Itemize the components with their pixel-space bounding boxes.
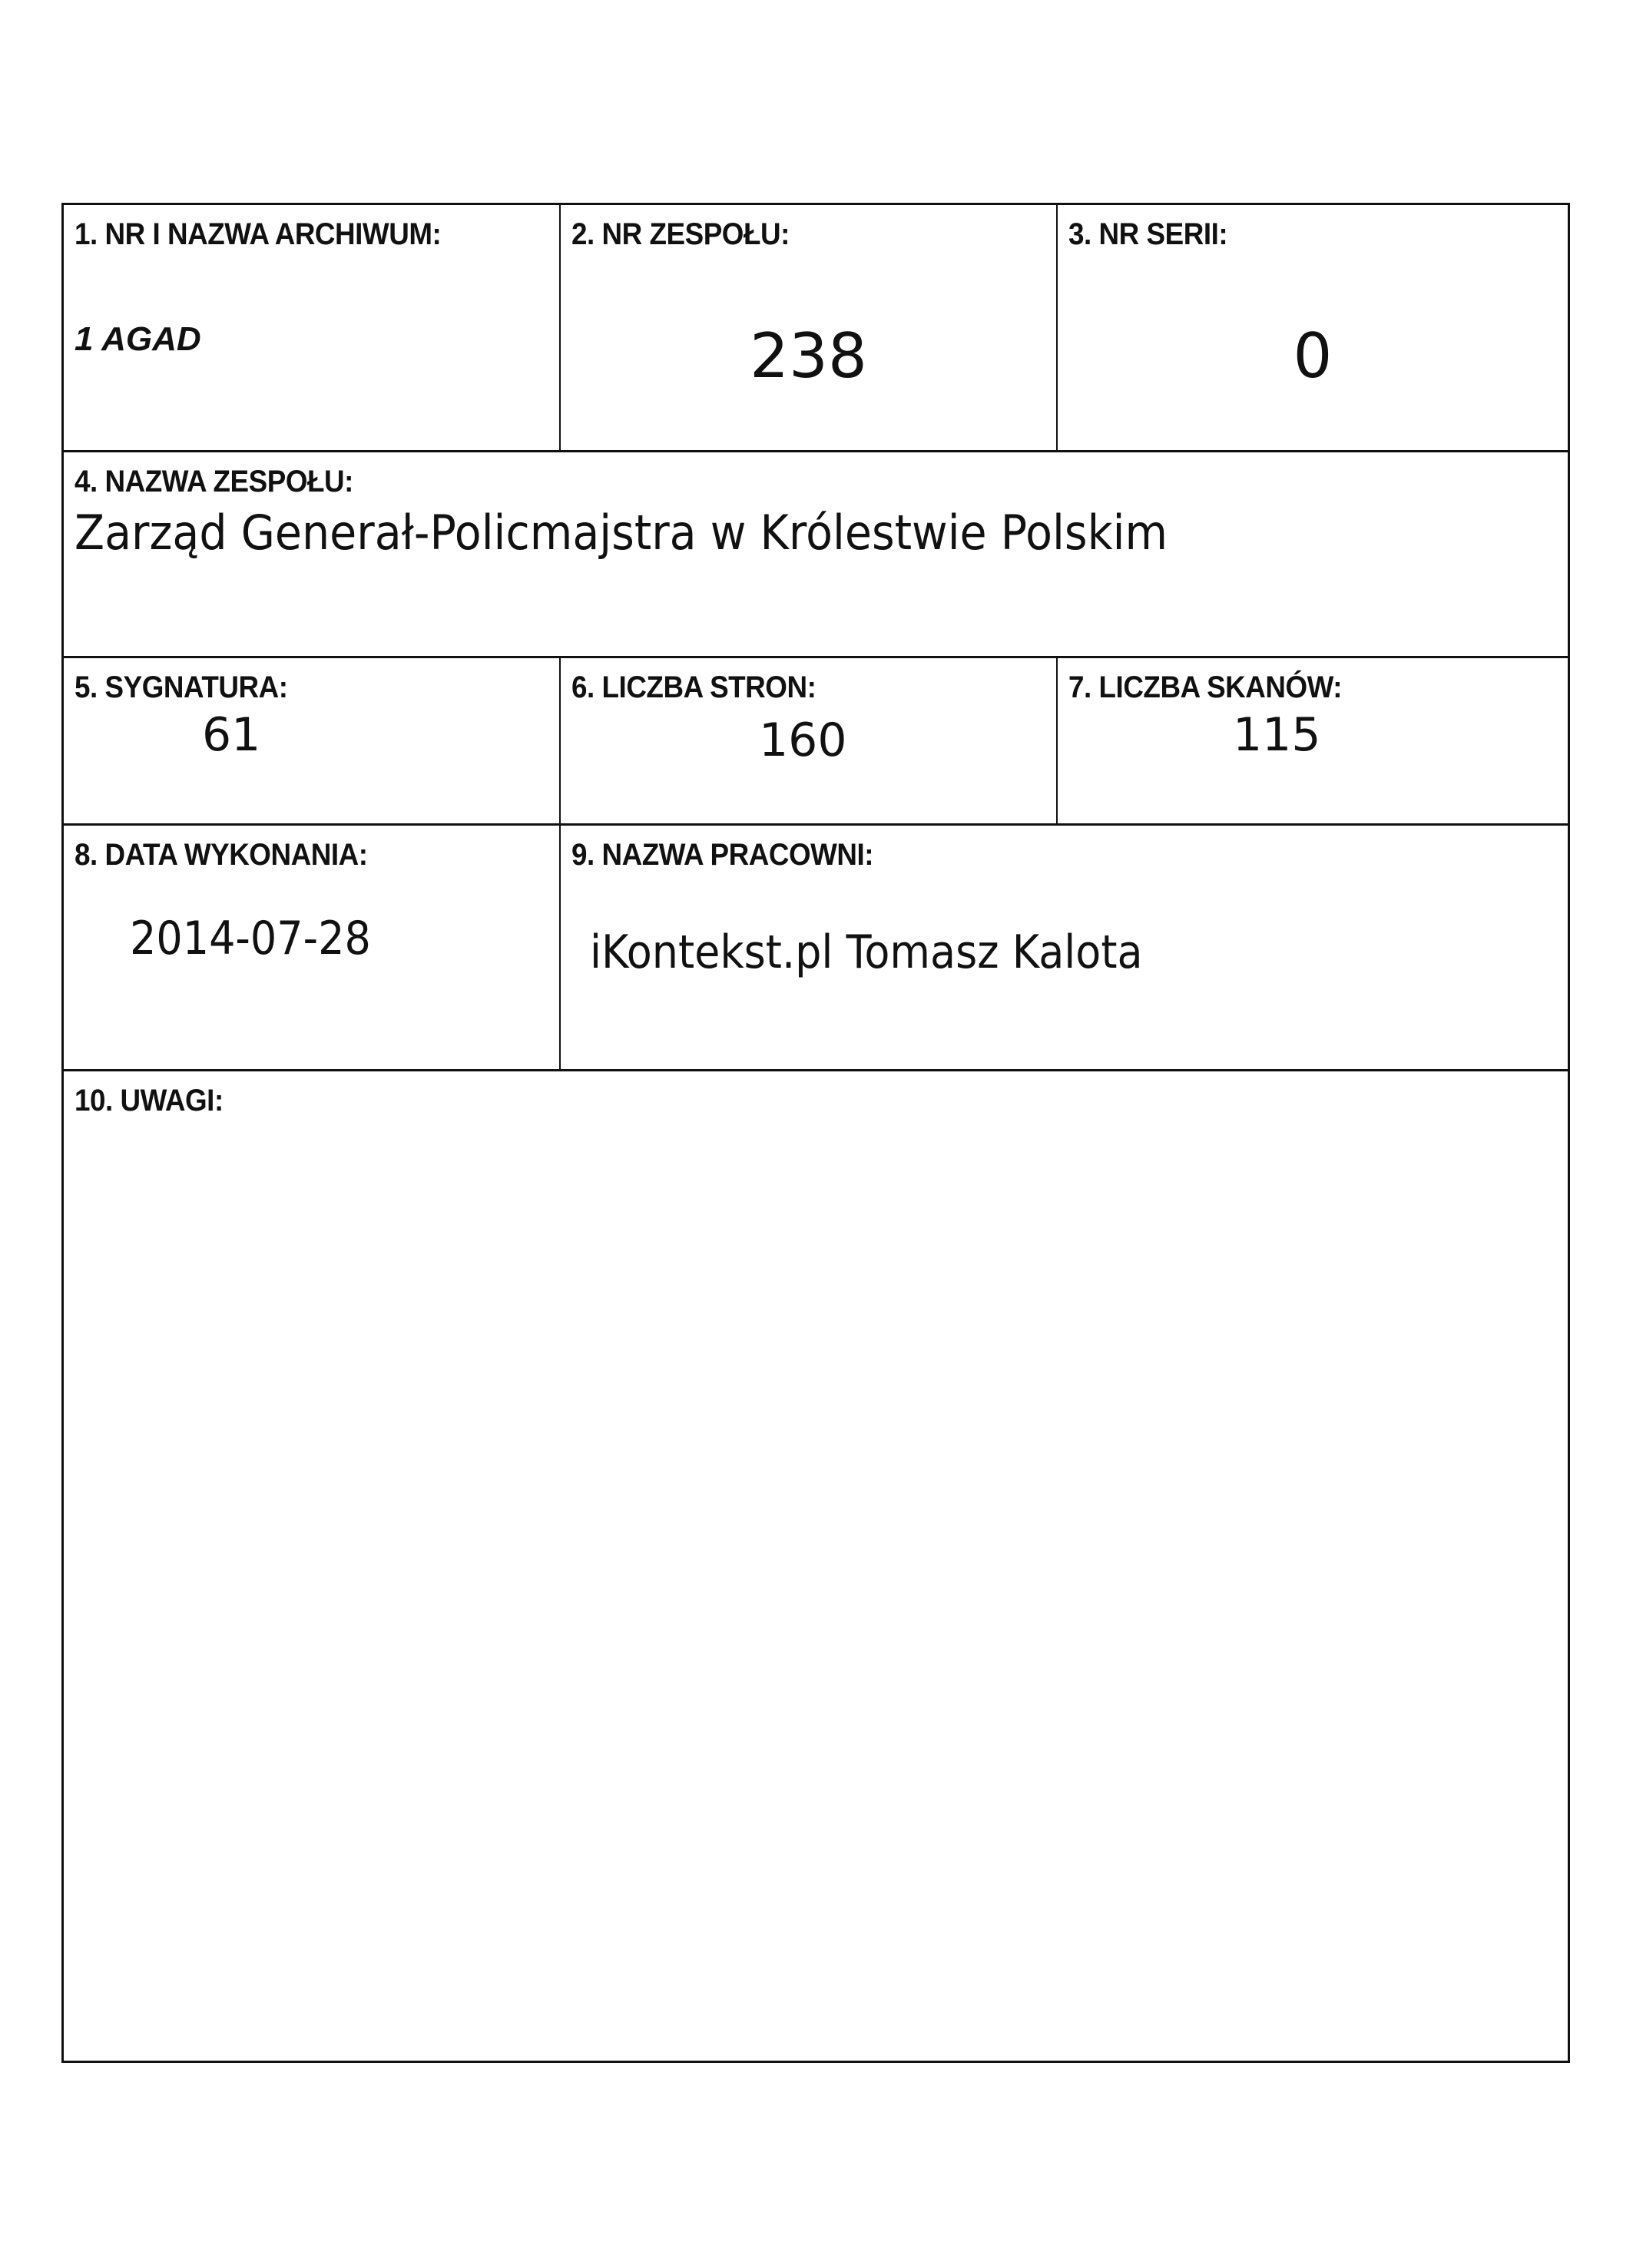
cell-page-count <box>561 658 1058 823</box>
cell-signature <box>64 658 561 823</box>
cell-fonds-name <box>64 452 1568 656</box>
cell-workshop <box>561 826 1568 1069</box>
series-number-value: 0 <box>1293 320 1333 392</box>
cell-fonds-number <box>561 205 1058 450</box>
row-notes <box>64 1071 1568 2061</box>
cell-series-number <box>1058 205 1568 450</box>
page-count-value: 160 <box>759 714 847 767</box>
date-label: 8. DATA WYKONANIA: <box>75 838 368 872</box>
series-number-label: 3. NR SERII: <box>1068 217 1228 251</box>
cell-notes <box>64 1071 1568 2061</box>
archive-metadata-form <box>61 203 1570 2063</box>
cell-scan-count <box>1058 658 1568 823</box>
workshop-value: iKontekst.pl Tomasz Kalota <box>590 925 1143 979</box>
scan-count-value: 115 <box>1233 708 1321 762</box>
scan-count-label: 7. LICZBA SKANÓW: <box>1068 670 1343 704</box>
cell-archive-name <box>64 205 561 450</box>
archive-name-label: 1. NR I NAZWA ARCHIWUM: <box>75 217 442 251</box>
fonds-name-label: 4. NAZWA ZESPOŁU: <box>75 465 353 498</box>
row-archive-info <box>64 205 1568 452</box>
fonds-number-value: 238 <box>750 320 867 392</box>
workshop-label: 9. NAZWA PRACOWNI: <box>571 838 874 872</box>
cell-date <box>64 826 561 1069</box>
archive-name-value: 1 AGAD <box>75 320 201 358</box>
row-date-workshop <box>64 826 1568 1071</box>
page-count-label: 6. LICZBA STRON: <box>571 670 816 704</box>
fonds-number-label: 2. NR ZESPOŁU: <box>571 217 790 251</box>
row-counts <box>64 658 1568 826</box>
signature-label: 5. SYGNATURA: <box>75 670 288 704</box>
signature-value: 61 <box>202 708 261 762</box>
notes-label: 10. UWAGI: <box>75 1084 224 1117</box>
row-fonds-name <box>64 452 1568 658</box>
date-value: 2014-07-28 <box>130 912 371 965</box>
fonds-name-value: Zarząd Generał-Policmajstra w Królestwie Polskim <box>75 505 1168 561</box>
